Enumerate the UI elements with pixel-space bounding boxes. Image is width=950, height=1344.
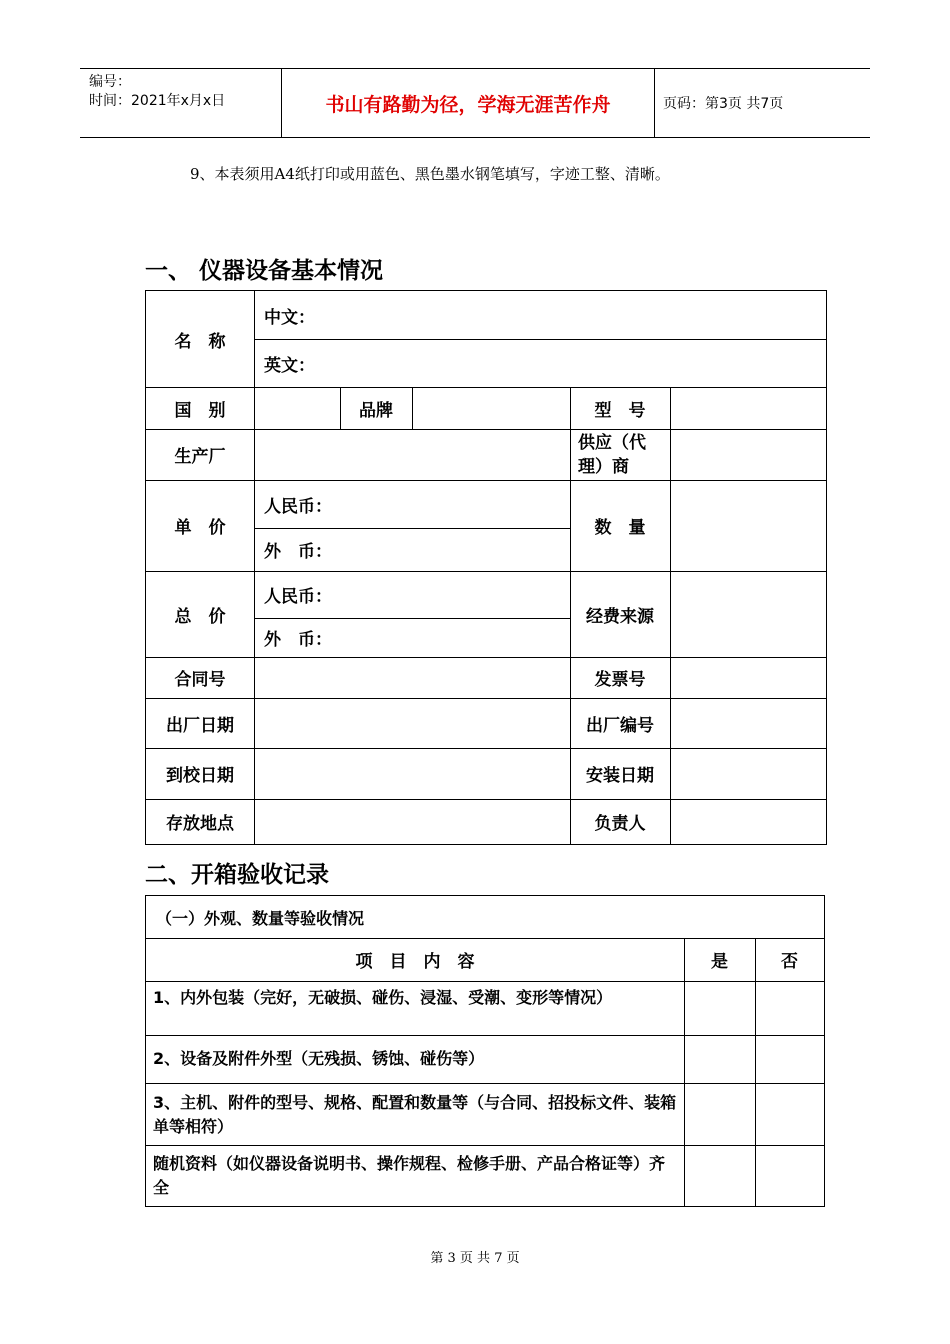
check-item: 2、设备及附件外型（无残损、锈蚀、碰伤等）: [153, 1049, 485, 1068]
checkbox-no[interactable]: [755, 1035, 824, 1083]
field-contract-no[interactable]: [254, 657, 570, 698]
equipment-info-table: [145, 290, 827, 845]
acceptance-table: [145, 895, 825, 1207]
header-page-info: 页码：第3页 共7页: [663, 96, 784, 112]
checkbox-yes[interactable]: [684, 1083, 755, 1145]
subsection-title: （一）外观、数量等验收情况: [156, 908, 365, 928]
page-header: [80, 68, 870, 138]
column-header-no: 否: [781, 952, 798, 972]
instruction-note: 9、本表须用A4纸打印或用蓝色、黑色墨水钢笔填写，字迹工整、清晰。: [190, 165, 670, 183]
header-meta: [89, 73, 225, 111]
label-serial-no: 出厂编号: [586, 715, 654, 736]
checkbox-no[interactable]: [755, 1145, 824, 1206]
label-arrival-date: 到校日期: [166, 766, 234, 786]
label-mfg-date: 出厂日期: [166, 715, 234, 736]
field-person-in-charge[interactable]: [670, 799, 826, 844]
check-item: 1、内外包装（完好，无破损、碰伤、浸湿、受潮、变形等情况）: [153, 988, 613, 1007]
document-number: 编号：: [89, 74, 131, 90]
field-manufacturer[interactable]: [254, 429, 570, 480]
field-total-price-rmb[interactable]: 人民币：: [264, 587, 332, 607]
section-title-equipment: 一、 仪器设备基本情况: [145, 258, 384, 284]
header-motto: 书山有路勤为径，学海无涯苦作舟: [325, 93, 611, 116]
checkbox-yes[interactable]: [684, 981, 755, 1035]
column-header-yes: 是: [711, 952, 728, 972]
column-header-item: 项 目 内 容: [355, 952, 475, 972]
label-unit-price: 单 价: [174, 518, 226, 538]
field-invoice-no[interactable]: [670, 657, 826, 698]
field-country[interactable]: [254, 387, 340, 429]
label-supplier: 供应（代理）商: [578, 432, 646, 477]
field-unit-price-rmb[interactable]: 人民币：: [264, 496, 332, 517]
field-brand[interactable]: [412, 387, 570, 429]
checkbox-yes[interactable]: [684, 1035, 755, 1083]
checkbox-no[interactable]: [755, 981, 824, 1035]
document-time: 时间：2021年x月x日: [89, 93, 226, 109]
label-total-price: 总 价: [174, 606, 226, 627]
field-total-price-foreign[interactable]: 外 币：: [264, 630, 332, 650]
check-item: 随机资料（如仪器设备说明书、操作规程、检修手册、产品合格证等）齐全: [153, 1154, 666, 1197]
field-supplier[interactable]: [670, 429, 826, 480]
label-funding: 经费来源: [586, 606, 654, 627]
header-divider: [654, 69, 655, 137]
checkbox-no[interactable]: [755, 1083, 824, 1145]
field-mfg-date[interactable]: [254, 698, 570, 748]
field-install-date[interactable]: [670, 748, 826, 799]
label-name: 名 称: [174, 331, 226, 352]
label-brand: 品牌: [359, 400, 393, 421]
label-country: 国 别: [174, 400, 226, 421]
field-location[interactable]: [254, 799, 570, 844]
label-contract-no: 合同号: [174, 670, 226, 690]
label-person-in-charge: 负责人: [594, 814, 646, 834]
label-location: 存放地点: [166, 814, 234, 834]
check-item: 3、主机、附件的型号、规格、配置和数量等（与合同、招投标文件、装箱单等相符）: [153, 1093, 677, 1136]
label-manufacturer: 生产厂: [174, 447, 226, 467]
label-invoice-no: 发票号: [594, 670, 646, 690]
field-serial-no[interactable]: [670, 698, 826, 748]
section-title-unpacking: 二、开箱验收记录: [145, 862, 329, 888]
field-quantity[interactable]: [670, 480, 826, 571]
field-english-name[interactable]: 英文：: [264, 355, 315, 376]
field-unit-price-foreign[interactable]: 外 币：: [264, 542, 332, 562]
field-arrival-date[interactable]: [254, 748, 570, 799]
checkbox-yes[interactable]: [684, 1145, 755, 1206]
label-quantity: 数 量: [594, 518, 646, 538]
label-model: 型 号: [594, 400, 646, 421]
label-install-date: 安装日期: [586, 766, 654, 786]
field-funding[interactable]: [670, 571, 826, 657]
page-footer: 第 3 页 共 7 页: [430, 1251, 520, 1266]
field-model[interactable]: [670, 387, 826, 429]
field-chinese-name[interactable]: 中文：: [264, 307, 315, 328]
